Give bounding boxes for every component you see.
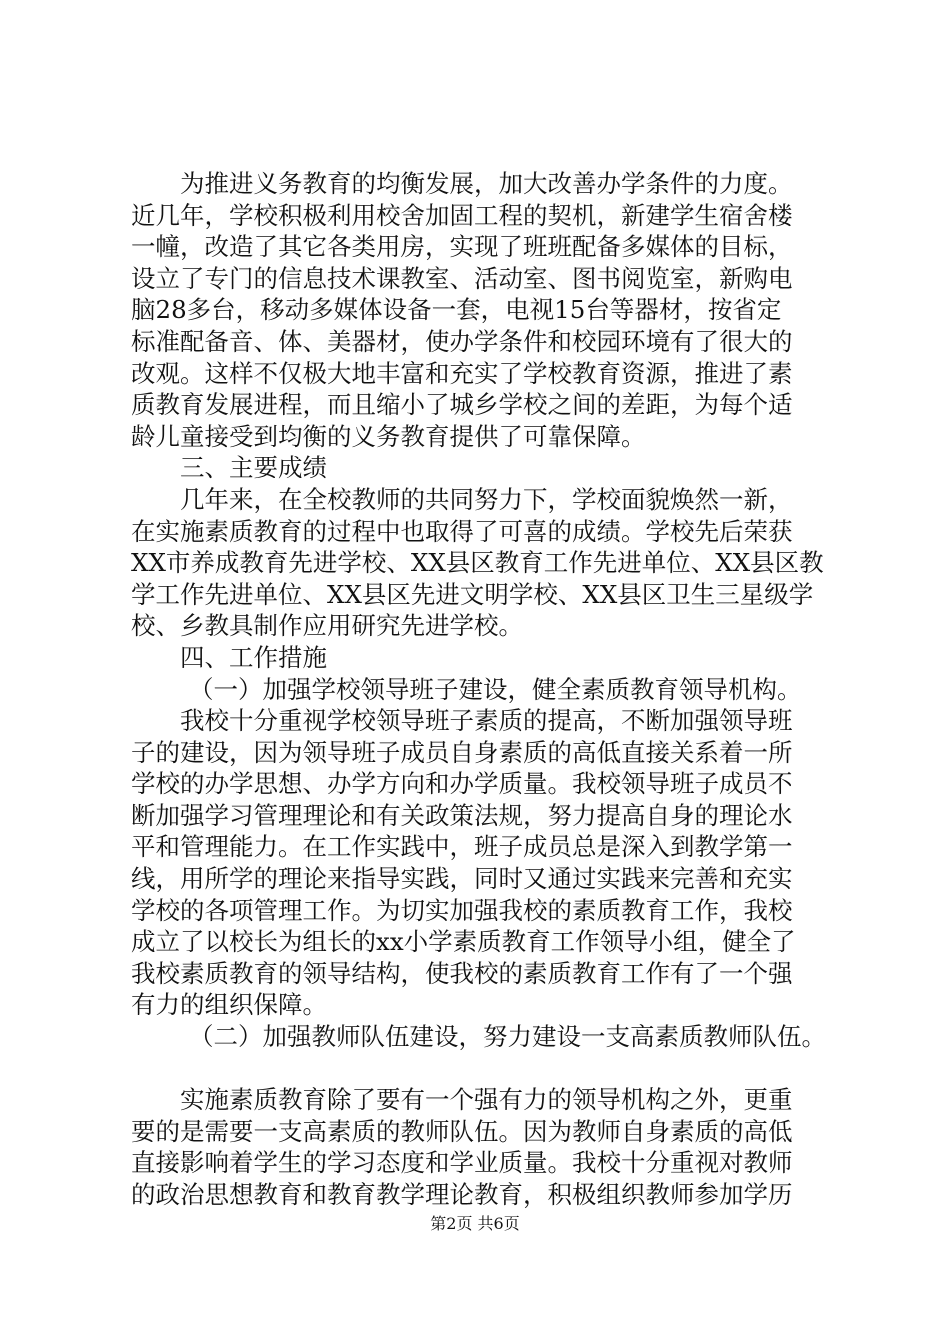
text-line: （一）加强学校领导班子建设，健全素质教育领导机构。 [189, 674, 802, 704]
text-line: 的政治思想教育和教育教学理论教育，积极组织教师参加学历 [131, 1180, 793, 1209]
text-line: 有力的组织保障。 [131, 990, 327, 1020]
text-line: 实施素质教育除了要有一个强有力的领导机构之外，更重 [180, 1085, 793, 1115]
document-body [131, 168, 851, 1211]
text-line: 要的是需要一支高素质的教师队伍。因为教师自身素质的高低 [131, 1116, 793, 1146]
text-line: 直接影响着学生的学习态度和学业质量。我校十分重视对教师 [131, 1148, 793, 1178]
text-line: 在实施素质教育的过程中也取得了可喜的成绩。学校先后荣获 [131, 516, 793, 546]
text-line: 成立了以校长为组长的xx小学素质教育工作领导小组，健全了 [131, 927, 796, 957]
text-line: 子的建设，因为领导班子成员自身素质的高低直接关系着一所 [131, 737, 793, 767]
text-line: 设立了专门的信息技术课教室、活动室、图书阅览室，新购电 [131, 263, 793, 293]
text-line: 三、主要成绩 [180, 453, 327, 483]
text-line: 我校素质教育的领导结构，使我校的素质教育工作有了一个强 [131, 958, 793, 988]
text-line: 为推进义务教育的均衡发展，加大改善办学条件的力度。 [180, 169, 793, 198]
text-line: 线，用所学的理论来指导实践，同时又通过实践来完善和充实 [131, 864, 793, 894]
text-line: 几年来，在全校教师的共同努力下，学校面貌焕然一新， [180, 484, 793, 514]
text-line: 学工作先进单位、XX县区先进文明学校、XX县区卫生三星级学 [131, 579, 814, 609]
text-line: 一幢，改造了其它各类用房，实现了班班配备多媒体的目标， [131, 232, 793, 262]
text-line: 学校的办学思想、办学方向和办学质量。我校领导班子成员不 [131, 769, 793, 799]
page-footer [0, 1214, 950, 1234]
text-line: （二）加强教师队伍建设，努力建设一支高素质教师队伍。 [189, 1022, 826, 1052]
text-line: XX市养成教育先进学校、XX县区教育工作先进单位、XX县区教 [131, 548, 824, 578]
text-line: 标准配备音、体、美器材，使办学条件和校园环境有了很大的 [131, 326, 793, 356]
text-line: 四、工作措施 [180, 642, 327, 672]
text-line: 校、乡教具制作应用研究先进学校。 [131, 611, 523, 641]
text-line: 脑28多台，移动多媒体设备一套，电视15台等器材，按省定 [131, 295, 782, 325]
text-line: 平和管理能力。在工作实践中，班子成员总是深入到教学第一 [131, 832, 793, 862]
text-line: 学校的各项管理工作。为切实加强我校的素质教育工作，我校 [131, 895, 793, 925]
page-number-label: 第2页 共6页 [430, 1214, 520, 1233]
text-line: 近几年，学校积极利用校舍加固工程的契机，新建学生宿舍楼 [131, 200, 793, 230]
text-line: 龄儿童接受到均衡的义务教育提供了可靠保障。 [131, 421, 646, 451]
text-line: 断加强学习管理理论和有关政策法规，努力提高自身的理论水 [131, 800, 793, 830]
blank-line [131, 1053, 851, 1085]
text-line: 质教育发展进程，而且缩小了城乡学校之间的差距，为每个适 [131, 390, 793, 420]
text-line: 改观。这样不仅极大地丰富和充实了学校教育资源，推进了素 [131, 358, 793, 388]
text-line: 我校十分重视学校领导班子素质的提高，不断加强领导班 [180, 706, 793, 736]
